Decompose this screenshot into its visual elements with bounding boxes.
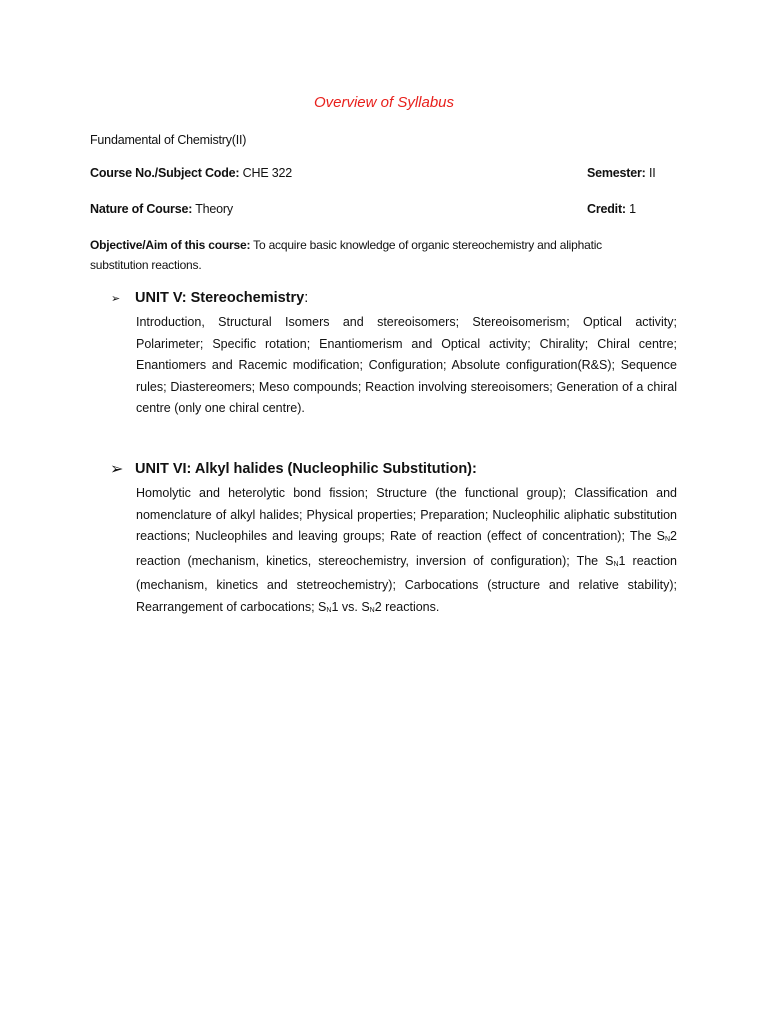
course-name: Fundamental of Chemistry(II) bbox=[90, 133, 247, 147]
course-no-row bbox=[90, 166, 292, 180]
nature-row bbox=[90, 202, 233, 216]
bullet-arrow-icon: ➢ bbox=[110, 461, 124, 478]
objective-text: To acquire basic knowledge of organic stereochemistry and aliphatic substitution reactions. bbox=[90, 238, 602, 272]
unit-vi-heading: UNIT VI: Alkyl halides (Nucleophilic Substitution): bbox=[135, 461, 477, 477]
objective bbox=[90, 235, 650, 275]
page-title: Overview of Syllabus bbox=[313, 94, 455, 111]
unit-v-heading bbox=[135, 290, 308, 306]
bullet-arrow-icon: ➢ bbox=[111, 293, 121, 305]
credit-label: Credit: bbox=[587, 202, 626, 216]
unit-vi-body-part: 1 vs. S bbox=[331, 599, 370, 614]
credit-value: 1 bbox=[629, 202, 636, 216]
course-no-value: CHE 322 bbox=[242, 166, 292, 180]
nature-label: Nature of Course: bbox=[90, 202, 193, 216]
unit-vi-body bbox=[136, 483, 677, 622]
subscript-n: N bbox=[369, 606, 375, 614]
unit-vi-body-part: 1 reaction (mechanism, kinetics and stetreochemistry); Carbocations (structure and relative stability); Rearrangement of carbocations; S bbox=[136, 553, 677, 614]
unit-v-heading-text: UNIT V: Stereochemistry bbox=[135, 290, 305, 306]
unit-v-body: Introduction, Structural Isomers and stereoisomers; Stereoisomerism; Optical activity; Polarimeter; Specific rotation; Enantiomerism and Optical activity; Chirality; Chiral centre; Enantiomers and Racemic modification; Configuration; Absolute configuration(R&S); Sequence rules; Diastereomers; Meso compounds; Reaction involving stereoisomers; Generation of a chiral centre (only one chiral centre). bbox=[136, 315, 677, 416]
objective-label: Objective/Aim of this course: bbox=[90, 238, 251, 252]
subscript-n: N bbox=[613, 560, 619, 568]
course-no-label: Course No./Subject Code: bbox=[90, 166, 240, 180]
semester-value: II bbox=[648, 166, 656, 180]
unit-vi-body-part: Homolytic and heterolytic bond fission; Structure (the functional group); Classification and nomenclature of alkyl halides; Physical properties; Preparation; Nucleophilic aliphatic substitution reactions; Nucleophiles and leaving groups; Rate of reaction (effect of concentration); The S bbox=[136, 486, 677, 544]
semester-row bbox=[587, 166, 655, 180]
subscript-n: N bbox=[326, 606, 332, 614]
credit-row bbox=[587, 202, 636, 216]
unit-vi-body-part: 2 reactions. bbox=[374, 599, 440, 614]
nature-value: Theory bbox=[195, 202, 233, 216]
unit-vi-body-part: 2 reaction (mechanism, kinetics, stereochemistry, inversion of configuration); The S bbox=[136, 529, 677, 568]
semester-label: Semester: bbox=[587, 166, 646, 180]
subscript-n: N bbox=[664, 536, 671, 544]
unit-v-heading-colon: : bbox=[304, 290, 309, 306]
